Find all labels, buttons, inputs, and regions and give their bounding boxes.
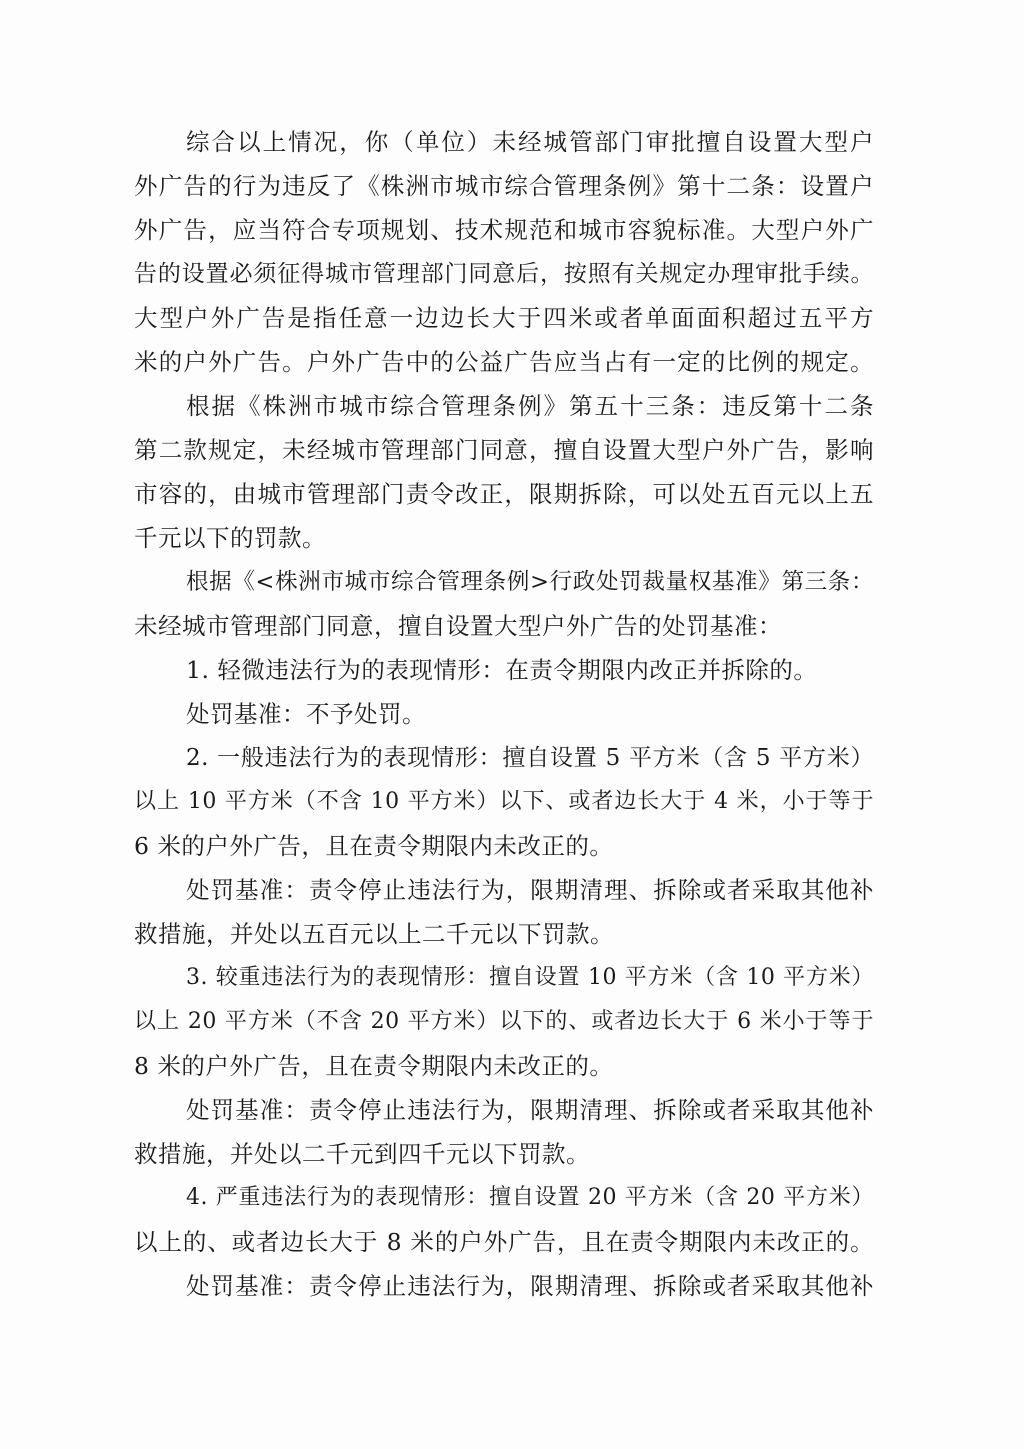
paragraph-line: 以上 20 平方米（不含 20 平方米）以下的、或者边长大于 6 米小于等于 (134, 1009, 874, 1034)
paragraph-line: 未经城市管理部门同意，擅自设置大型户外广告的处罚基准： (134, 612, 782, 640)
paragraph-line: 根据《<株洲市城市综合管理条例>行政处罚裁量权基准》第三条： (186, 569, 874, 595)
paragraph-line: 8 米的户外广告，且在责令期限内未改正的。 (134, 1052, 614, 1080)
paragraph-line: 千元以下的罚款。 (134, 524, 326, 552)
paragraph-line: 大型户外广告是指任意一边边长大于四米或者单面面积超过五平方 (134, 304, 874, 332)
paragraph-line: 市容的，由城市管理部门责令改正，限期拆除，可以处五百元以上五 (134, 480, 874, 508)
paragraph-line: 米的户外广告。户外广告中的公益广告应当占有一定的比例的规定。 (134, 348, 874, 376)
paragraph-line: 处罚基准：责令停止违法行为，限期清理、拆除或者采取其他补 (186, 1096, 874, 1124)
paragraph-line: 根据《株洲市城市综合管理条例》第五十三条：违反第十二条 (186, 392, 874, 420)
paragraph-line: 以上 10 平方米（不含 10 平方米）以下、或者边长大于 4 米，小于等于 (134, 789, 874, 814)
paragraph-line: 救措施，并处以五百元以上二千元以下罚款。 (134, 920, 614, 948)
paragraph-line: 第二款规定，未经城市管理部门同意，擅自设置大型户外广告，影响 (134, 436, 874, 464)
paragraph-line: 外广告的行为违反了《株洲市城市综合管理条例》第十二条：设置户 (134, 172, 874, 200)
paragraph-line: 处罚基准：责令停止违法行为，限期清理、拆除或者采取其他补 (186, 1272, 874, 1300)
paragraph-line: 以上的、或者边长大于 8 米的户外广告，且在责令期限内未改正的。 (134, 1228, 874, 1256)
list-item: 3. 较重违法行为的表现情形：擅自设置 10 平方米（含 10 平方米） (186, 965, 874, 990)
paragraph-line: 告的设置必须征得城市管理部门同意后，按照有关规定办理审批手续。 (134, 261, 874, 287)
paragraph-line: 处罚基准：责令停止违法行为，限期清理、拆除或者采取其他补 (186, 876, 874, 904)
list-item: 4. 严重违法行为的表现情形：擅自设置 20 平方米（含 20 平方米） (186, 1185, 874, 1210)
paragraph-line: 处罚基准：不予处罚。 (186, 700, 426, 728)
paragraph-line: 外广告，应当符合专项规划、技术规范和城市容貌标准。大型户外广 (134, 216, 874, 244)
paragraph-line: 综合以上情况，你（单位）未经城管部门审批擅自设置大型户 (186, 128, 874, 156)
paragraph-line: 救措施，并处以二千元到四千元以下罚款。 (134, 1140, 590, 1168)
list-item: 1. 轻微违法行为的表现情形：在责令期限内改正并拆除的。 (186, 656, 818, 684)
list-item: 2. 一般违法行为的表现情形：擅自设置 5 平方米（含 5 平方米） (186, 745, 874, 771)
paragraph-line: 6 米的户外广告，且在责令期限内未改正的。 (134, 832, 614, 860)
